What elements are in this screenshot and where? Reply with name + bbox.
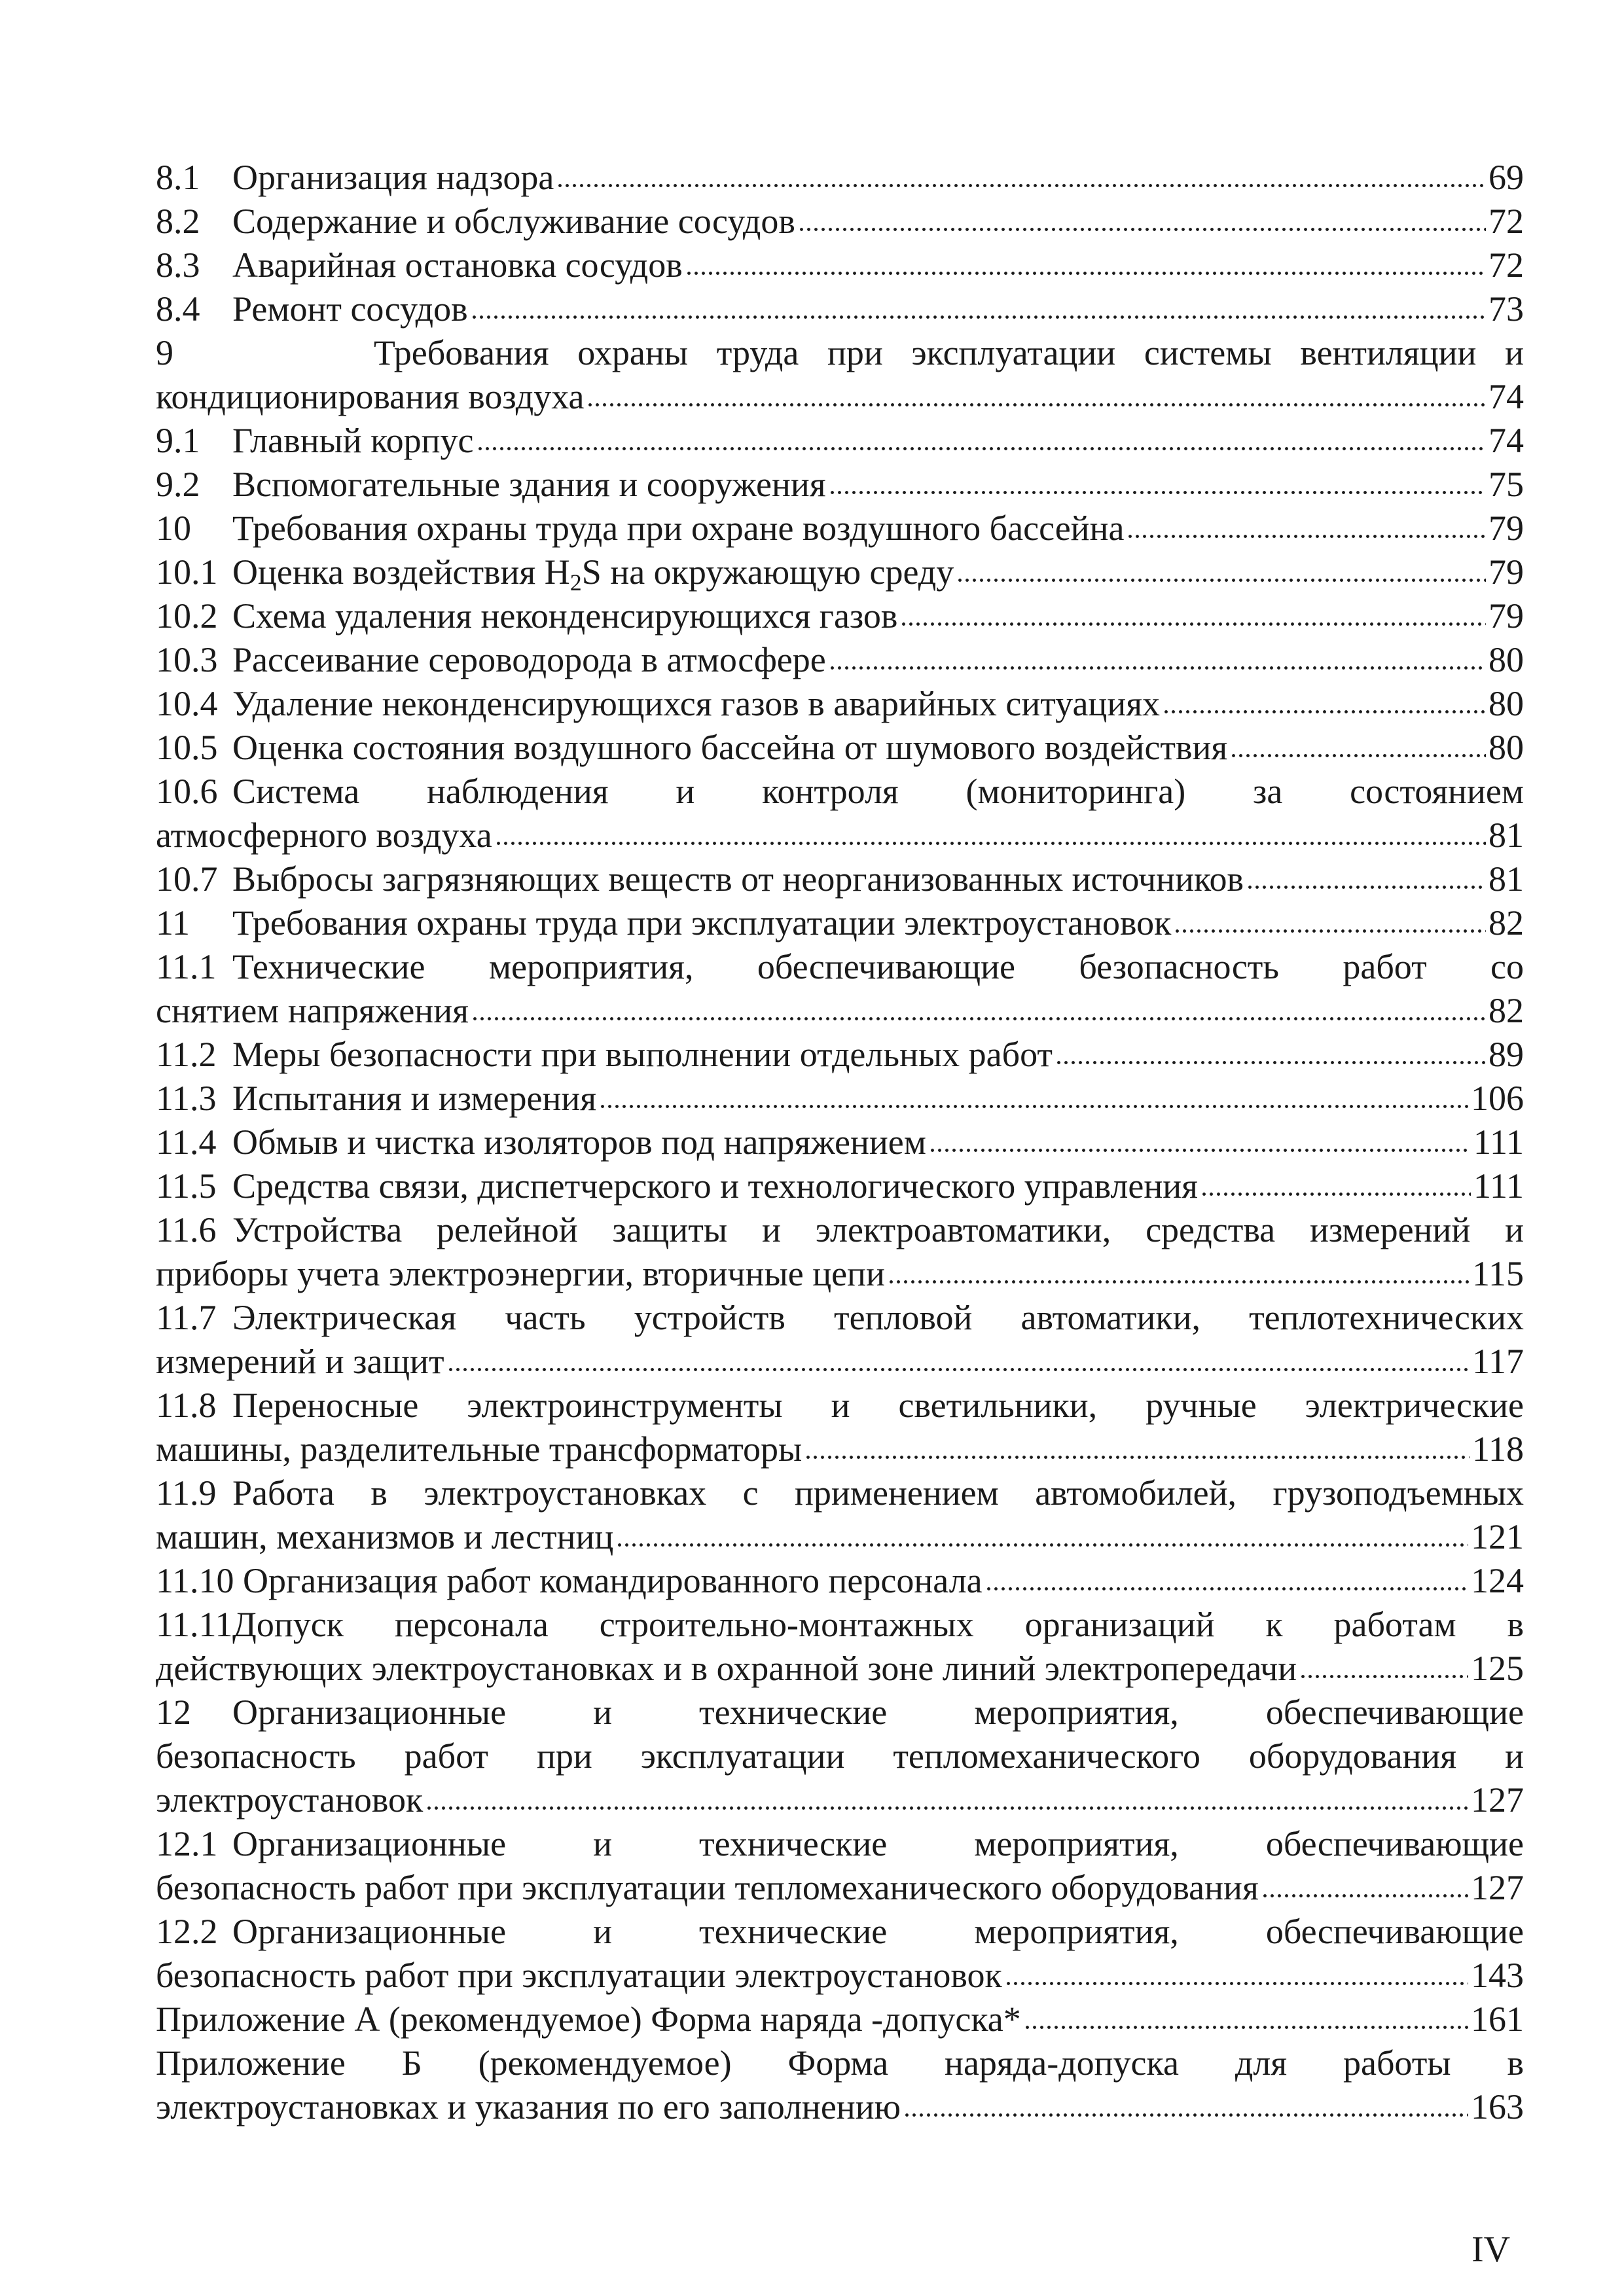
- toc-entry-title: Рассеивание сероводорода в атмосфере: [232, 640, 826, 679]
- toc-entry-number: 10.3: [156, 640, 218, 679]
- toc-entry-page: 106: [1471, 1079, 1524, 1118]
- toc-entry-title: Испытания и измерения: [232, 1079, 597, 1118]
- toc-entry-page: 82: [1489, 903, 1524, 942]
- toc-entry-title-cont: действующих электроустановках и в охранной зоне линий электропередачи: [156, 1649, 1297, 1688]
- toc-entry-last-line: [156, 1340, 1524, 1384]
- toc-entry-12-1[interactable]: [156, 1822, 1524, 1910]
- toc-entry-title: Требования охраны труда при эксплуатации системы вентиляции и: [373, 333, 1524, 372]
- dot-leader: [1163, 706, 1486, 715]
- toc-entry-11-3[interactable]: [156, 1077, 1524, 1121]
- toc-entry-page: 163: [1471, 2087, 1524, 2126]
- toc-entry-12[interactable]: [156, 1691, 1524, 1822]
- toc-entry-title-cont: приборы учета электроэнергии, вторичные цепи: [156, 1254, 885, 1293]
- toc-entry-11-7[interactable]: [156, 1296, 1524, 1384]
- toc-entry-page: 118: [1472, 1429, 1524, 1469]
- toc-entry-page: 161: [1471, 2000, 1524, 2039]
- toc-entry-page: 127: [1471, 1868, 1524, 1907]
- toc-entry-8-4[interactable]: [156, 287, 1524, 331]
- toc-entry-page: 89: [1489, 1035, 1524, 1074]
- toc-entry-title: Работа в электроустановках с применением автомобилей, грузоподъемных: [232, 1473, 1524, 1513]
- toc-entry-10-6[interactable]: [156, 770, 1524, 857]
- toc-entry-title: Организация надзора: [232, 158, 554, 197]
- dot-leader: [1055, 1057, 1486, 1066]
- dot-leader: [900, 619, 1486, 628]
- toc-entry-number: 11.1: [156, 947, 217, 986]
- dot-leader: [1127, 531, 1486, 540]
- toc-entry-page: 72: [1489, 202, 1524, 241]
- toc-entry-page: 80: [1489, 728, 1524, 767]
- toc-entry-page: 81: [1489, 859, 1524, 899]
- toc-entry-title-cont: электроустановках и указания по его заполнению: [156, 2087, 901, 2126]
- toc-entry-10-5[interactable]: [156, 726, 1524, 770]
- toc-entry-title: Переносные электроинструменты и светильники, ручные электрические: [232, 1386, 1524, 1425]
- toc-entry-title: Электрическая часть устройств тепловой автоматики, теплотехнических: [232, 1298, 1524, 1337]
- toc-entry-number: 11.9: [156, 1473, 217, 1513]
- toc-entry-title: Система наблюдения и контроля (мониторинга) за состоянием: [232, 772, 1524, 811]
- toc-entry-number: 11.10: [156, 1561, 234, 1600]
- dot-leader: [985, 1583, 1468, 1592]
- toc-entry-11-4[interactable]: [156, 1121, 1524, 1164]
- toc-entry-title: Требования охраны труда при охране воздушного бассейна: [232, 509, 1125, 548]
- dot-leader: [425, 1803, 1468, 1812]
- toc-entry-number: 11.11: [156, 1605, 233, 1644]
- toc-entry-page: 121: [1471, 1517, 1524, 1556]
- subscript: 2: [569, 569, 582, 596]
- toc-entry-last-line: [156, 1778, 1524, 1822]
- toc-entry-page: 80: [1489, 684, 1524, 723]
- toc-entry-first-line: [156, 1471, 1524, 1515]
- toc-entry-appendix-a[interactable]: [156, 1998, 1524, 2041]
- toc-entry-title: Аварийная остановка сосудов: [232, 245, 683, 285]
- toc-entry-title-cont: машин, механизмов и лестниц: [156, 1517, 614, 1556]
- toc-entry-11[interactable]: [156, 901, 1524, 945]
- toc-entry-number: 11.6: [156, 1210, 217, 1249]
- toc-entry-first-line: [156, 1822, 1524, 1866]
- toc-entry-page: 74: [1489, 421, 1524, 460]
- toc-entry-title-cont: снятием напряжения: [156, 991, 469, 1030]
- toc-entry-title-a: Оценка воздействия H: [232, 552, 570, 592]
- toc-entry-number: 8.2: [156, 202, 200, 241]
- toc-entry-title: Организационные и технические мероприятия, обеспечивающие: [232, 1912, 1524, 1951]
- dot-leader: [447, 1364, 1470, 1373]
- toc-entry-first-line: [156, 1603, 1524, 1647]
- dot-leader: [1246, 882, 1486, 891]
- toc-entry-page: 74: [1489, 377, 1524, 416]
- toc-entry-last-line: [156, 989, 1524, 1033]
- toc-entry-title-cont: электроустановок: [156, 1780, 424, 1820]
- toc-entry-mid-line: безопасность работ при эксплуатации тепломеханического оборудования и: [156, 1736, 1524, 1776]
- toc-entry-11-5[interactable]: [156, 1164, 1524, 1208]
- toc-entry-first-line: [156, 1910, 1524, 1954]
- toc-entry-page: 115: [1472, 1254, 1524, 1293]
- toc-entry-last-line: [156, 2085, 1524, 2129]
- toc-entry-title-cont: атмосферного воздуха: [156, 816, 492, 855]
- toc-entry-11-1[interactable]: [156, 945, 1524, 1033]
- toc-entry-page: 79: [1489, 509, 1524, 548]
- toc-entry-title: Организация работ командированного персонала: [243, 1561, 983, 1600]
- toc-entry-number: 12.1: [156, 1824, 218, 1863]
- toc-entry-11-11[interactable]: [156, 1603, 1524, 1691]
- toc-entry-11-6[interactable]: [156, 1208, 1524, 1296]
- dot-leader: [1200, 1189, 1471, 1198]
- toc-entry-title: Обмыв и чистка изоляторов под напряжением: [232, 1122, 926, 1162]
- toc-entry-number: 11.8: [156, 1386, 217, 1425]
- toc-entry-first-line: [156, 1208, 1524, 1252]
- toc-entry-last-line: [156, 1647, 1524, 1691]
- toc-entry-last-line: [156, 814, 1524, 857]
- toc-entry-title: [232, 550, 954, 594]
- toc-entry-page: 81: [1489, 816, 1524, 855]
- toc-entry-number: 11: [156, 903, 190, 942]
- toc-entry-number: 8.3: [156, 245, 200, 285]
- toc-entry-last-line: [156, 1252, 1524, 1296]
- toc-entry-last-line: [156, 1866, 1524, 1910]
- toc-entry-first-line: Приложение Б (рекомендуемое) Форма наряда-допуска для работы в: [156, 2043, 1524, 2083]
- toc-entry-number: 9: [156, 333, 173, 372]
- toc-entry-page: 75: [1489, 465, 1524, 504]
- toc-entry-number: 11.2: [156, 1035, 217, 1074]
- toc-entry-number: 9.2: [156, 465, 200, 504]
- toc-entry-appendix-b[interactable]: [156, 2041, 1524, 2129]
- toc-entry-title: Устройства релейной защиты и электроавтоматики, средства измерений и: [232, 1210, 1524, 1249]
- dot-leader: [477, 443, 1486, 452]
- toc-entry-number: 12.2: [156, 1912, 218, 1951]
- toc-entry-last-line: [156, 1515, 1524, 1559]
- toc-entry-page: 111: [1473, 1122, 1524, 1162]
- toc-entry-page: 117: [1472, 1342, 1524, 1381]
- dot-leader: [956, 575, 1486, 584]
- toc-entry-last-line: [156, 1954, 1524, 1998]
- toc-entry-title: Организационные и технические мероприятия, обеспечивающие: [232, 1693, 1524, 1732]
- toc-entry-title: Схема удаления неконденсирующихся газов: [232, 596, 898, 636]
- dot-leader: [616, 1539, 1468, 1549]
- toc-entry-page: 125: [1471, 1649, 1524, 1688]
- toc-entry-title: Оценка состояния воздушного бассейна от шумового воздействия: [232, 728, 1228, 767]
- toc-entry-number: 11.3: [156, 1079, 217, 1118]
- toc-entry-title-cont: машины, разделительные трансформаторы: [156, 1429, 803, 1469]
- toc-entry-title: Удаление неконденсирующихся газов в аварийных ситуациях: [232, 684, 1161, 723]
- toc-entry-8-3[interactable]: [156, 243, 1524, 287]
- toc-entry-10-1[interactable]: [156, 550, 1524, 594]
- toc-entry-number: 10.4: [156, 684, 218, 723]
- toc-entry-page: 79: [1489, 596, 1524, 636]
- toc-entry-first-line: [156, 331, 1524, 375]
- dot-leader: [685, 268, 1486, 277]
- toc-entry-8-1[interactable]: [156, 156, 1524, 200]
- toc-entry-title: Содержание и обслуживание сосудов: [232, 202, 795, 241]
- dot-leader: [1299, 1671, 1468, 1680]
- dot-leader: [556, 180, 1486, 189]
- table-of-contents: [156, 156, 1524, 2129]
- toc-entry-title-cont: кондиционирования воздуха: [156, 377, 585, 416]
- toc-entry-11-10[interactable]: [156, 1559, 1524, 1603]
- dot-leader: [903, 2109, 1468, 2119]
- dot-leader: [1005, 1978, 1468, 1987]
- toc-entry-page: 82: [1489, 991, 1524, 1030]
- toc-entry-number: 9.1: [156, 421, 200, 460]
- dot-leader: [798, 224, 1486, 233]
- page-number: IV: [1471, 2229, 1511, 2270]
- dot-leader: [804, 1452, 1470, 1461]
- dot-leader: [471, 1013, 1486, 1022]
- toc-entry-title: Средства связи, диспетчерского и технологического управления: [232, 1166, 1198, 1206]
- toc-entry-page: 143: [1471, 1956, 1524, 1995]
- dot-leader: [599, 1101, 1468, 1110]
- dot-leader: [888, 1276, 1470, 1285]
- toc-entry-page: 80: [1489, 640, 1524, 679]
- toc-entry-9-2[interactable]: [156, 463, 1524, 507]
- toc-entry-10-4[interactable]: [156, 682, 1524, 726]
- toc-entry-first-line: [156, 1296, 1524, 1340]
- toc-entry-10[interactable]: [156, 507, 1524, 550]
- toc-entry-number: 11.7: [156, 1298, 217, 1337]
- toc-entry-number: 10: [156, 509, 191, 548]
- toc-entry-title: Вспомогательные здания и сооружения: [232, 465, 826, 504]
- toc-entry-number: 10.2: [156, 596, 218, 636]
- toc-entry-number: 8.4: [156, 289, 200, 329]
- toc-entry-10-7[interactable]: [156, 857, 1524, 901]
- toc-entry-title: Меры безопасности при выполнении отдельных работ: [232, 1035, 1053, 1074]
- dot-leader: [471, 312, 1486, 321]
- toc-entry-title: Организационные и технические мероприятия, обеспечивающие: [232, 1824, 1524, 1863]
- toc-entry-title: Технические мероприятия, обеспечивающие безопасность работ со: [232, 947, 1524, 986]
- dot-leader: [929, 1145, 1471, 1154]
- dot-leader: [1230, 750, 1486, 759]
- toc-entry-11-9[interactable]: [156, 1471, 1524, 1559]
- dot-leader: [829, 662, 1486, 672]
- toc-entry-8-2[interactable]: [156, 200, 1524, 243]
- toc-entry-last-line: [156, 375, 1524, 419]
- toc-entry-title: Ремонт сосудов: [232, 289, 468, 329]
- toc-entry-number: 10.5: [156, 728, 218, 767]
- toc-entry-number: 8.1: [156, 158, 200, 197]
- toc-entry-number: 12: [156, 1693, 191, 1732]
- toc-entry-page: 69: [1489, 158, 1524, 197]
- toc-entry-title-cont: безопасность работ при эксплуатации электроустановок: [156, 1956, 1002, 1995]
- toc-entry-page: 79: [1489, 552, 1524, 592]
- toc-entry-9[interactable]: [156, 331, 1524, 419]
- toc-entry-page: 73: [1489, 289, 1524, 329]
- toc-entry-first-line: [156, 1384, 1524, 1427]
- toc-entry-number: 11.5: [156, 1166, 217, 1206]
- toc-entry-page: 127: [1471, 1780, 1524, 1820]
- toc-entry-10-3[interactable]: [156, 638, 1524, 682]
- toc-entry-last-line: [156, 1427, 1524, 1471]
- toc-entry-first-line: [156, 1691, 1524, 1734]
- toc-entry-page: 72: [1489, 245, 1524, 285]
- toc-entry-page: 111: [1473, 1166, 1524, 1206]
- toc-entry-11-2[interactable]: [156, 1033, 1524, 1077]
- dot-leader: [1024, 2022, 1468, 2031]
- toc-entry-title: Приложение А (рекомендуемое) Форма наряда -допуска*: [156, 2000, 1021, 2039]
- toc-entry-first-line: [156, 770, 1524, 814]
- toc-entry-page: 124: [1471, 1561, 1524, 1600]
- toc-entry-10-2[interactable]: [156, 594, 1524, 638]
- toc-entry-number: 10.1: [156, 552, 218, 592]
- toc-entry-title: Главный корпус: [232, 421, 474, 460]
- dot-leader: [1261, 1890, 1468, 1899]
- dot-leader: [1174, 925, 1486, 935]
- toc-entry-12-2[interactable]: [156, 1910, 1524, 1998]
- dot-leader: [829, 487, 1486, 496]
- toc-entry-title-cont: безопасность работ при эксплуатации тепломеханического оборудования: [156, 1868, 1259, 1907]
- toc-entry-number: 10.6: [156, 772, 218, 811]
- toc-entry-number: 11.4: [156, 1122, 217, 1162]
- dot-leader: [586, 399, 1486, 408]
- toc-entry-title: Выбросы загрязняющих веществ от неорганизованных источников: [232, 859, 1244, 899]
- toc-entry-title-cont: измерений и защит: [156, 1342, 444, 1381]
- toc-entry-title: Требования охраны труда при эксплуатации электроустановок: [232, 903, 1172, 942]
- toc-entry-first-line: [156, 945, 1524, 989]
- toc-entry-title-b: S на окружающую среду: [581, 552, 954, 592]
- toc-entry-number: 10.7: [156, 859, 218, 899]
- dot-leader: [495, 838, 1486, 847]
- toc-entry-11-8[interactable]: [156, 1384, 1524, 1471]
- toc-entry-title: Допуск персонала строительно-монтажных организаций к работам в: [232, 1605, 1524, 1644]
- toc-entry-9-1[interactable]: [156, 419, 1524, 463]
